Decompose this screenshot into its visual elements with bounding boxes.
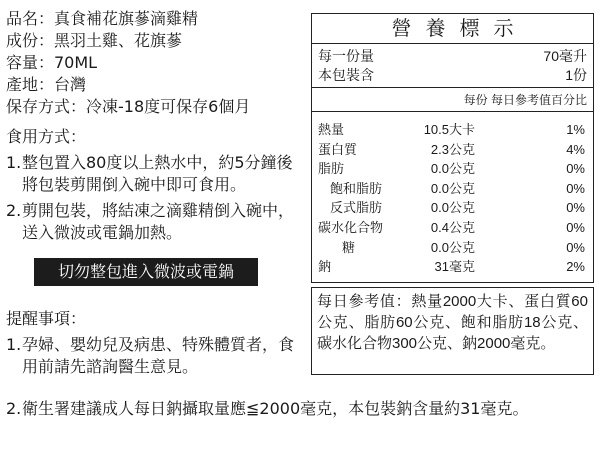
note-number: 1. [6, 335, 22, 354]
product-info [6, 8, 306, 378]
step-number: 1. [6, 153, 22, 172]
nutrient-amount: 10.5大卡 [423, 122, 475, 137]
step-number: 2. [6, 201, 22, 220]
step-text: 整包置入80度以上熱水中，約5分鐘後將包裝剪開倒入碗中即可食用。 [22, 153, 293, 194]
nutrient-name: 蛋白質 [318, 141, 358, 157]
note-text: 衛生署建議成人每日鈉攝取量應≦2000毫克，本包裝鈉含量約31毫克。 [22, 399, 529, 418]
nutrient-amount: 0.0公克 [430, 239, 475, 255]
nutrient-percent: 0% [566, 239, 585, 255]
nutrient-name: 碳水化合物 [318, 219, 384, 235]
step-text: 剪開包裝，將結凍之滴雞精倒入碗中，送入微波或電鍋加熱。 [22, 201, 295, 242]
nutrient-amount: 0.0公克 [430, 161, 475, 177]
column-header: 每份 每日參考值百分比 [312, 88, 593, 112]
product-origin: 產地：台灣 [6, 75, 87, 94]
servings-value: 1份 [565, 67, 587, 83]
note-text: 孕婦、嬰幼兒及病患、特殊體質者，食用前請先諮詢醫生意見。 [22, 335, 295, 376]
nutrient-row [312, 159, 593, 179]
product-storage: 保存方式：冷凍-18度可保存6個月 [6, 97, 251, 116]
nutrient-table [312, 112, 593, 277]
nutrient-row [312, 120, 593, 140]
nutrient-amount: 0.0公克 [430, 200, 475, 216]
nutrient-amount: 0.4公克 [430, 219, 475, 235]
usage-title: 食用方式： [6, 127, 87, 146]
nutrient-row [312, 238, 593, 258]
serving-value: 70毫升 [543, 48, 587, 64]
note-number: 2. [6, 399, 22, 418]
nutrient-percent: 1% [566, 122, 585, 137]
product-ingredients: 成份：黑羽土雞、花旗蔘 [6, 31, 183, 50]
nutrient-name: 反式脂肪 [330, 200, 383, 216]
nutrient-percent: 0% [566, 161, 585, 177]
nutrient-name: 脂肪 [318, 161, 345, 177]
nutrient-name: 熱量 [318, 122, 345, 137]
note-item [6, 398, 606, 420]
nutrient-percent: 0% [566, 219, 585, 235]
note-item [6, 334, 306, 378]
nutrient-percent: 2% [566, 259, 585, 275]
nutrient-row [312, 218, 593, 238]
warning-banner: 切勿整包進入微波或電鍋 [34, 258, 258, 286]
nutrient-percent: 0% [566, 180, 585, 196]
nutrient-row [312, 179, 593, 199]
product-name: 品名：真食補花旗蔘滴雞精 [6, 9, 199, 28]
nutrient-row [312, 140, 593, 160]
nutrient-percent: 4% [566, 141, 585, 157]
notes-title: 提醒事項： [6, 309, 87, 328]
nutrition-panel [311, 13, 594, 283]
product-volume: 容量：70ML [6, 53, 98, 72]
nutrient-percent: 0% [566, 200, 585, 216]
serving-info [312, 44, 593, 88]
nutrient-name: 飽和脂肪 [330, 180, 383, 196]
nutrient-row [312, 257, 593, 277]
nutrition-title: 營養標示 [312, 14, 593, 44]
servings-label: 本包裝含 [318, 67, 374, 83]
usage-step [6, 200, 306, 244]
nutrient-name: 糖 [342, 239, 356, 255]
usage-step [6, 152, 306, 196]
nutrient-name: 鈉 [318, 259, 332, 275]
nutrient-amount: 2.3公克 [430, 141, 475, 157]
nutrient-row [312, 198, 593, 218]
daily-reference-box: 每日參考值：熱量2000大卡、蛋白質60公克、脂肪60公克、飽和脂肪18公克、碳水化合物300公克、鈉2000毫克。 [311, 287, 594, 375]
serving-label: 每一份量 [318, 48, 374, 64]
nutrient-amount: 31毫克 [434, 259, 475, 275]
nutrient-amount: 0.0公克 [430, 180, 475, 196]
